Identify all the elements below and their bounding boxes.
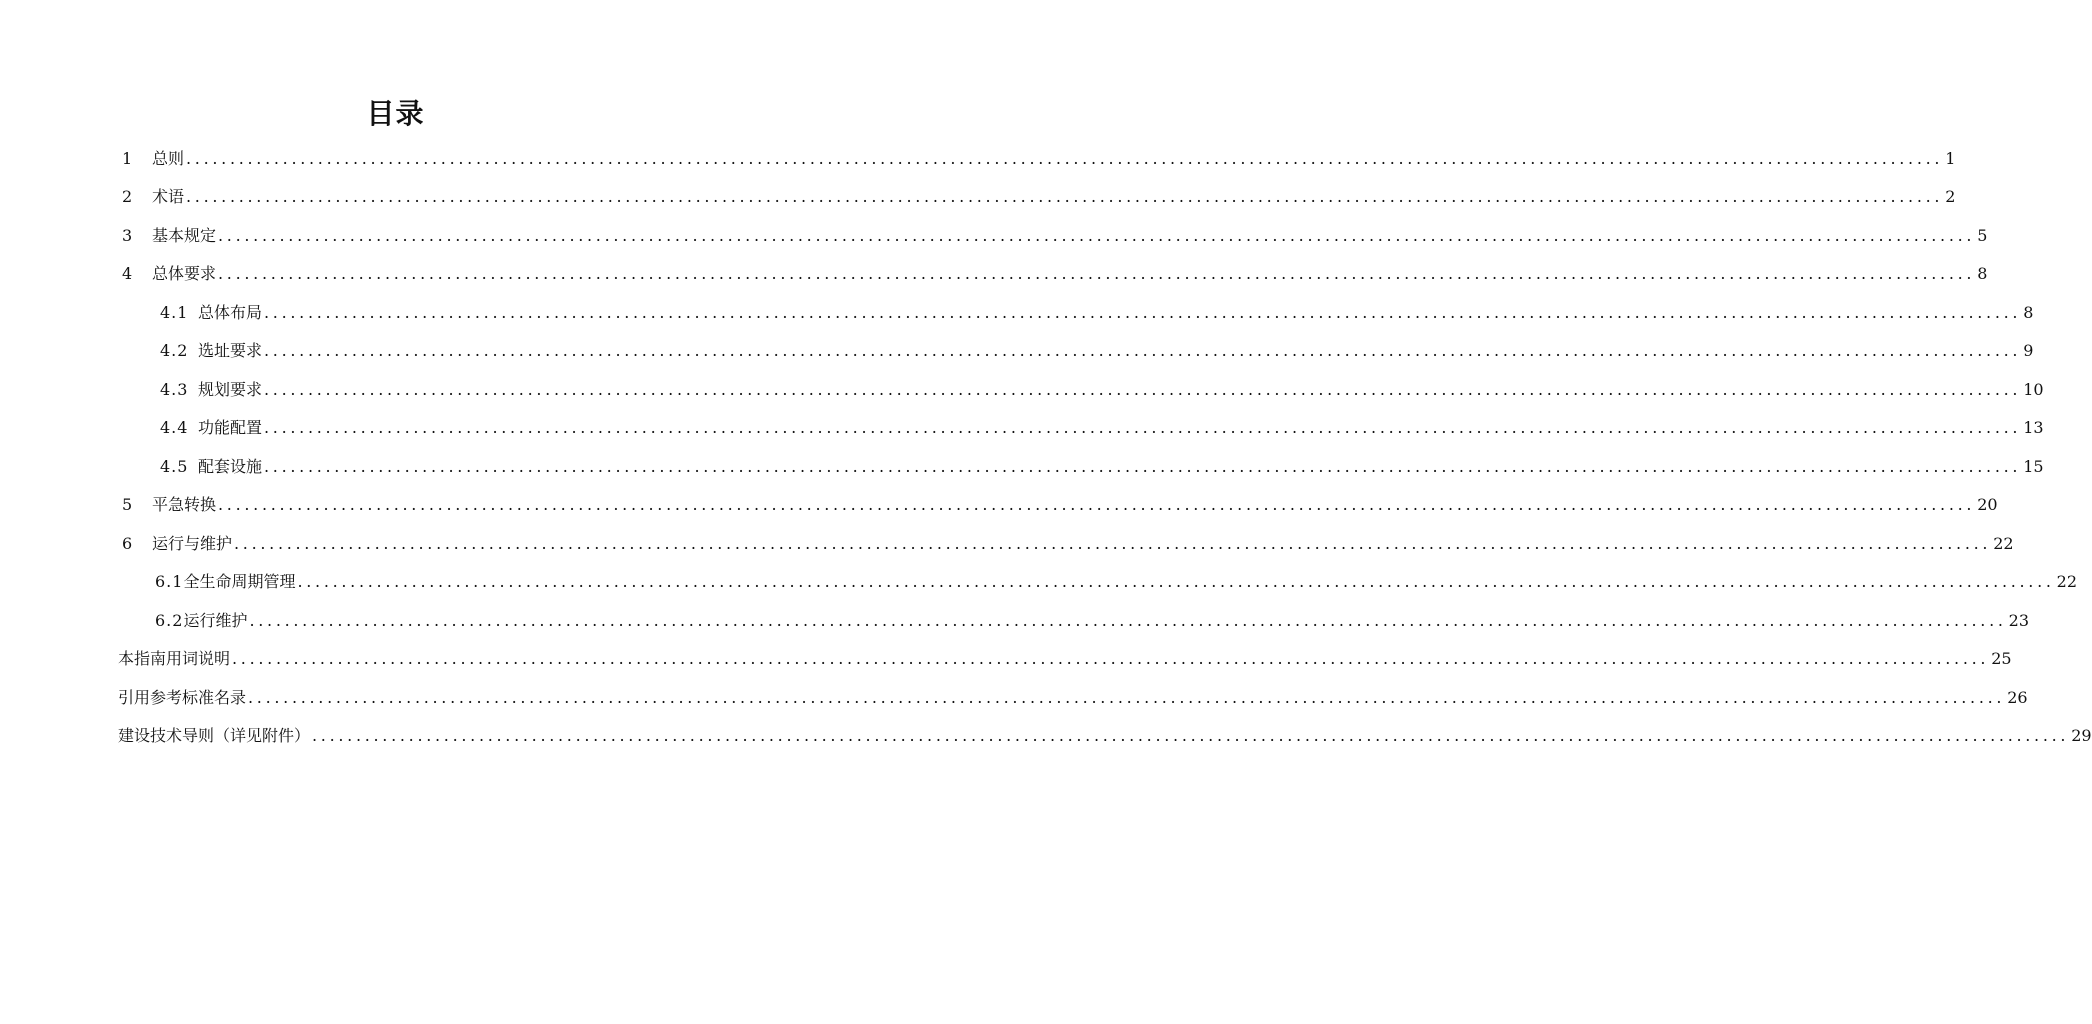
toc-entry-page: 23 [2008, 611, 2030, 630]
toc-entry-title: 术语 [152, 187, 185, 206]
toc-entry-title: 全生命周期管理 [183, 572, 296, 591]
toc-entry-title: 总体要求 [152, 264, 217, 283]
toc-entry[interactable] [118, 679, 2028, 717]
toc-leader-dots: ........................................................................................................................................................................................................ [249, 611, 2007, 630]
toc-entry-number: 3 [122, 226, 133, 245]
toc-entry[interactable] [122, 140, 1956, 178]
toc-entry-page: 10 [2023, 380, 2044, 399]
toc-entry-title: 基本规定 [152, 226, 217, 245]
toc-entry-title: 运行与维护 [152, 534, 233, 553]
toc-leader-dots: ........................................................................................................................................................................................................ [218, 495, 1976, 514]
toc-leader-dots: ........................................................................................................................................................................................................ [264, 303, 2022, 322]
toc-entry-title: 运行维护 [183, 611, 248, 630]
toc-entry-page: 9 [2023, 341, 2034, 360]
toc-entry-number: 4.1 [160, 303, 189, 322]
toc-entry-number: 1 [122, 149, 133, 168]
toc-entry-number: 4.5 [160, 457, 189, 476]
toc-entry-title: 平急转换 [152, 495, 217, 514]
toc-entry-page: 13 [2023, 418, 2044, 437]
toc-entry-number: 4.2 [160, 341, 189, 360]
toc-entry-number: 6.1 [155, 572, 184, 591]
toc-leader-dots: ........................................................................................................................................................................................................ [218, 264, 1976, 283]
toc-entry-page: 1 [1945, 149, 1956, 168]
toc-entry[interactable] [160, 294, 2034, 332]
toc-entry-page: 8 [2023, 303, 2034, 322]
toc-entry-title: 选址要求 [198, 341, 263, 360]
toc-entry-number: 6 [122, 534, 133, 553]
toc-leader-dots: ........................................................................................................................................................................................................ [186, 187, 1944, 206]
toc-entry-page: 2 [1945, 187, 1956, 206]
toc-leader-dots: ........................................................................................................................................................................................................ [232, 649, 1990, 668]
toc-entry[interactable] [160, 332, 2034, 370]
toc-leader-dots: ........................................................................................................................................................................................................ [264, 418, 2022, 437]
toc-entry[interactable] [118, 717, 2092, 755]
toc-entry[interactable] [155, 602, 2030, 640]
toc-entry[interactable] [160, 409, 2044, 447]
toc-leader-dots: ........................................................................................................................................................................................................ [234, 534, 1992, 553]
page-title: 目录 [366, 97, 425, 130]
toc-leader-dots: ........................................................................................................................................................................................................ [264, 380, 2022, 399]
toc-entry-title: 总则 [152, 149, 185, 168]
toc-entry-title: 引用参考标准名录 [118, 688, 247, 707]
toc-leader-dots: ........................................................................................................................................................................................................ [186, 149, 1944, 168]
toc-entry[interactable] [122, 525, 2014, 563]
toc-leader-dots: ........................................................................................................................................................................................................ [248, 688, 2006, 707]
toc-entry-page: 20 [1977, 495, 1998, 514]
toc-entry-number: 2 [122, 187, 133, 206]
toc-entry[interactable] [122, 486, 1998, 524]
toc-leader-dots: ........................................................................................................................................................................................................ [264, 457, 2022, 476]
toc-leader-dots: ........................................................................................................................................................................................................ [218, 226, 1976, 245]
toc-entry-title: 配套设施 [198, 457, 263, 476]
toc-entry-title: 规划要求 [198, 380, 263, 399]
toc-leader-dots: ........................................................................................................................................................................................................ [297, 572, 2055, 591]
toc-entry[interactable] [122, 217, 1988, 255]
toc-entry-number: 4.4 [160, 418, 189, 437]
toc-entry-title: 总体布局 [198, 303, 263, 322]
toc-entry[interactable] [160, 371, 2044, 409]
toc-entry-page: 26 [2007, 688, 2028, 707]
toc-entry-page: 29 [2071, 726, 2092, 745]
toc-entry[interactable] [160, 448, 2044, 486]
toc-entry[interactable] [122, 178, 1956, 216]
toc-entry[interactable] [122, 255, 1988, 293]
toc-entry-number: 4 [122, 264, 133, 283]
toc-entry-title: 本指南用词说明 [118, 649, 231, 668]
toc-entry-number: 5 [122, 495, 133, 514]
toc-entry[interactable] [118, 640, 2012, 678]
toc-entry-page: 15 [2023, 457, 2044, 476]
toc-entry-page: 22 [2056, 572, 2078, 591]
toc-entry-page: 25 [1991, 649, 2012, 668]
toc-entry-page: 8 [1977, 264, 1988, 283]
toc-entry-number: 6.2 [155, 611, 184, 630]
toc-entry[interactable] [155, 563, 2078, 601]
toc-entry-number: 4.3 [160, 380, 189, 399]
toc-leader-dots: ........................................................................................................................................................................................................ [264, 341, 2022, 360]
toc-entry-title: 建设技术导则（详见附件） [118, 726, 311, 745]
toc-entry-title: 功能配置 [198, 418, 263, 437]
toc-entry-page: 5 [1977, 226, 1988, 245]
toc-entry-page: 22 [1993, 534, 2014, 553]
toc-leader-dots: ........................................................................................................................................................................................................ [312, 726, 2070, 745]
